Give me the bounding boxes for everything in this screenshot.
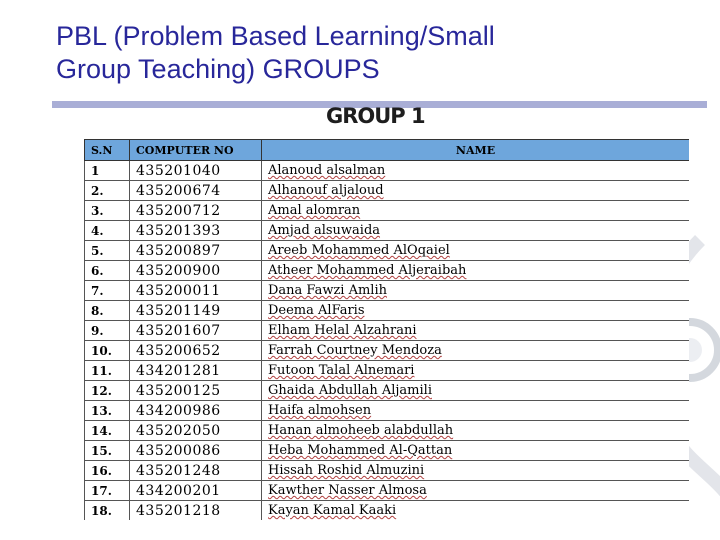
row-sn: 12. <box>85 381 130 401</box>
header-name: NAME <box>262 140 690 161</box>
row-computer-no: 435200652 <box>130 341 262 361</box>
table-row <box>85 221 690 241</box>
row-sn: 1 <box>85 161 130 181</box>
group-table <box>84 139 689 520</box>
row-computer-no: 435201393 <box>130 221 262 241</box>
row-name: Kayan Kamal Kaaki <box>262 501 690 521</box>
row-computer-no: 435201040 <box>130 161 262 181</box>
table-row <box>85 281 690 301</box>
row-sn: 14. <box>85 421 130 441</box>
table-row <box>85 261 690 281</box>
table-row <box>85 301 690 321</box>
table-row <box>85 401 690 421</box>
table-row <box>85 481 690 501</box>
row-sn: 5. <box>85 241 130 261</box>
table-row <box>85 421 690 441</box>
table-row <box>85 201 690 221</box>
row-sn: 18. <box>85 501 130 521</box>
row-computer-no: 435200712 <box>130 201 262 221</box>
table-row <box>85 341 690 361</box>
row-name: Ghaida Abdullah Aljamili <box>262 381 690 401</box>
row-computer-no: 435200011 <box>130 281 262 301</box>
slide-title-line-2: Group Teaching) GROUPS <box>56 54 380 84</box>
row-computer-no: 435200125 <box>130 381 262 401</box>
row-name: Farrah Courtney Mendoza <box>262 341 690 361</box>
row-name: Alanoud alsalman <box>262 161 690 181</box>
row-name: Dana Fawzi Amlih <box>262 281 690 301</box>
table-row <box>85 241 690 261</box>
row-computer-no: 435202050 <box>130 421 262 441</box>
row-name: Atheer Mohammed Aljeraibah <box>262 261 690 281</box>
row-computer-no: 434200986 <box>130 401 262 421</box>
table-row <box>85 161 690 181</box>
table-row <box>85 361 690 381</box>
row-sn: 2. <box>85 181 130 201</box>
slide-title-line-1: PBL (Problem Based Learning/Small <box>56 21 495 51</box>
row-computer-no: 434201281 <box>130 361 262 381</box>
row-sn: 9. <box>85 321 130 341</box>
table-row <box>85 381 690 401</box>
row-name: Heba Mohammed Al-Qattan <box>262 441 690 461</box>
row-name: Hanan almoheeb alabdullah <box>262 421 690 441</box>
table-header-row <box>85 140 690 161</box>
row-name: Amal alomran <box>262 201 690 221</box>
row-computer-no: 435201607 <box>130 321 262 341</box>
row-sn: 13. <box>85 401 130 421</box>
row-sn: 7. <box>85 281 130 301</box>
row-sn: 10. <box>85 341 130 361</box>
row-sn: 15. <box>85 441 130 461</box>
table-row <box>85 181 690 201</box>
header-computer-no: COMPUTER NO <box>130 140 262 161</box>
row-computer-no: 435201218 <box>130 501 262 521</box>
row-name: Areeb Mohammed AlOqaiel <box>262 241 690 261</box>
row-computer-no: 435200897 <box>130 241 262 261</box>
row-name: Deema AlFaris <box>262 301 690 321</box>
row-sn: 3. <box>85 201 130 221</box>
row-sn: 8. <box>85 301 130 321</box>
row-sn: 16. <box>85 461 130 481</box>
row-computer-no: 435201149 <box>130 301 262 321</box>
row-name: Hissah Roshid Almuzini <box>262 461 690 481</box>
row-computer-no: 435200086 <box>130 441 262 461</box>
row-sn: 6. <box>85 261 130 281</box>
table-row <box>85 501 690 521</box>
row-sn: 17. <box>85 481 130 501</box>
header-sn: S.N <box>85 140 130 161</box>
table-row <box>85 321 690 341</box>
row-computer-no: 435200900 <box>130 261 262 281</box>
row-name: Futoon Talal Alnemari <box>262 361 690 381</box>
row-name: Kawther Nasser Almosa <box>262 481 690 501</box>
table-row <box>85 461 690 481</box>
row-computer-no: 434200201 <box>130 481 262 501</box>
table-row <box>85 441 690 461</box>
slide-title <box>56 20 495 86</box>
row-name: Elham Helal Alzahrani <box>262 321 690 341</box>
group-label: GROUP 1 <box>326 104 425 128</box>
row-sn: 11. <box>85 361 130 381</box>
row-name: Haifa almohsen <box>262 401 690 421</box>
row-computer-no: 435200674 <box>130 181 262 201</box>
row-name: Amjad alsuwaida <box>262 221 690 241</box>
row-computer-no: 435201248 <box>130 461 262 481</box>
row-name: Alhanouf aljaloud <box>262 181 690 201</box>
row-sn: 4. <box>85 221 130 241</box>
